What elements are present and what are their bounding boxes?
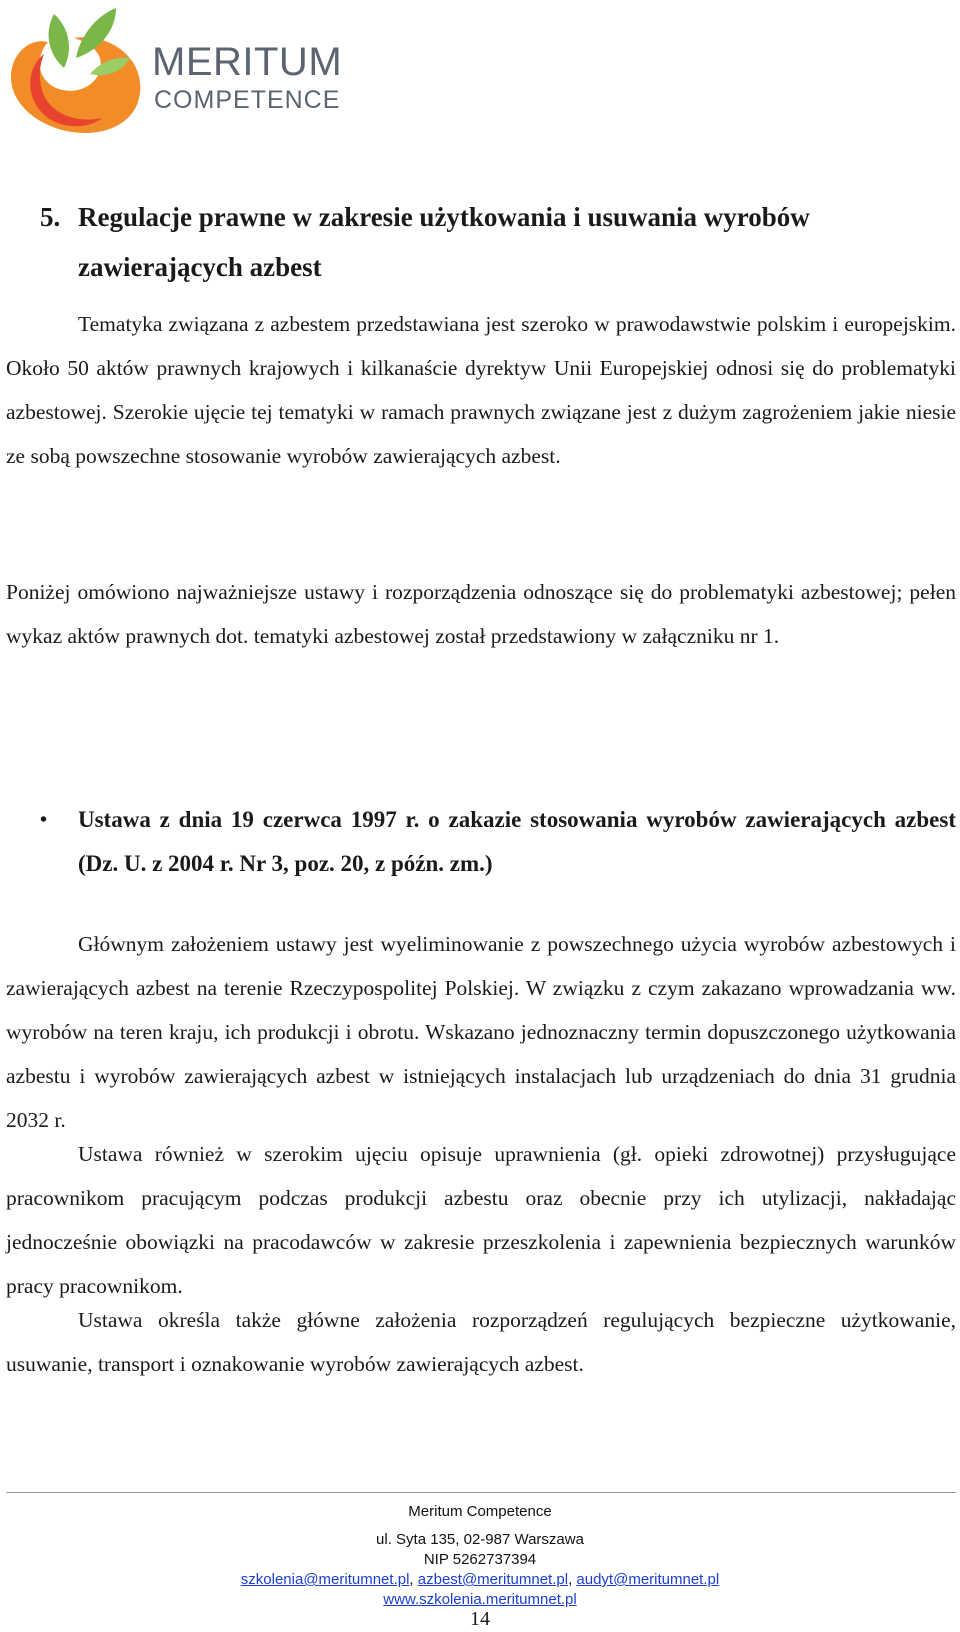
footer-address: ul. Syta 135, 02-987 Warszawa (376, 1531, 584, 1548)
body-paragraph-2: Ustawa również w szerokim ujęciu opisuje uprawnienia (gł. opieki zdrowotnej) przysługujące pracownikom pracującym podczas produkcji azbestu oraz obecnie przy ich utylizacji, nakładając jednocześnie obowiązki na pracodawców w zakresie przeszkolenia i zapewnienia bezpiecznych warunków pracy pracownikom. (6, 1142, 956, 1298)
email-link-audyt[interactable]: audyt@meritumnet.pl (576, 1571, 720, 1588)
footer-company: Meritum Competence (408, 1503, 552, 1520)
intro-paragraph: Tematyka związana z azbestem przedstawiana jest szeroko w prawodawstwie polskim i europejskim. Około 50 aktów prawnych krajowych i kilkanaście dyrektyw Unii Europejskiej odnosi się do problematyki azbestowej. Szerokie ujęcie tej tematyki w ramach prawnych związane jest z dużym zagrożeniem jakie niesie ze sobą powszechne stosowanie wyrobów zawierających azbest. (6, 312, 956, 468)
law-bullet-item (40, 798, 956, 886)
email-separator: , (409, 1571, 418, 1588)
footer-nip: NIP 5262737394 (423, 1551, 537, 1568)
logo-wordmark-top: MERITUM (152, 40, 343, 84)
email-link-azbest[interactable]: azbest@meritumnet.pl (417, 1571, 569, 1588)
section-number: 5. (40, 202, 61, 232)
footer-website-line (0, 1590, 960, 1610)
section-heading (40, 192, 920, 292)
footer (0, 1492, 960, 1610)
body-paragraph-1: Głównym założeniem ustawy jest wyeliminowanie z powszechnego użycia wyrobów azbestowych i zawierających azbest na terenie Rzeczypospolitej Polskiej. W związku z czym zakazano wprowadzania ww. wyrobów na teren kraju, ich produkcji i obrotu. Wskazano jednoznaczny termin dopuszczonego użytkowania azbestu i wyrobów zawierających azbest w istniejących instalacjach lub urządzeniach do dnia 31 grudnia 2032 r. (6, 932, 956, 1132)
overview-paragraph: Poniżej omówiono najważniejsze ustawy i rozporządzenia odnoszące się do problematyki azbestowej; pełen wykaz aktów prawnych dot. tematyki azbestowej został przedstawiony w załączniku nr 1. (6, 580, 956, 648)
bullet-icon: • (40, 809, 48, 831)
body-paragraph-3: Ustawa określa także główne założenia rozporządzeń regulujących bezpieczne użytkowanie, usuwanie, transport i oznakowanie wyrobów zawierających azbest. (6, 1308, 956, 1376)
logo-emblem-icon (4, 2, 154, 138)
company-logo (4, 2, 343, 138)
page-number: 14 (470, 1608, 490, 1630)
logo-wordmark-bottom: COMPETENCE (154, 86, 341, 114)
email-separator: , (568, 1571, 577, 1588)
footer-emails (0, 1570, 960, 1590)
section-title: Regulacje prawne w zakresie użytkowania i usuwania wyrobów zawierających azbest (78, 202, 810, 282)
email-link-szkolenia[interactable]: szkolenia@meritumnet.pl (240, 1571, 410, 1588)
law-title: Ustawa z dnia 19 czerwca 1997 r. o zakazie stosowania wyrobów zawierających azbest (Dz. U. z 2004 r. Nr 3, poz. 20, z późn. zm.) (78, 807, 956, 876)
website-link[interactable]: www.szkolenia.meritumnet.pl (383, 1591, 577, 1608)
